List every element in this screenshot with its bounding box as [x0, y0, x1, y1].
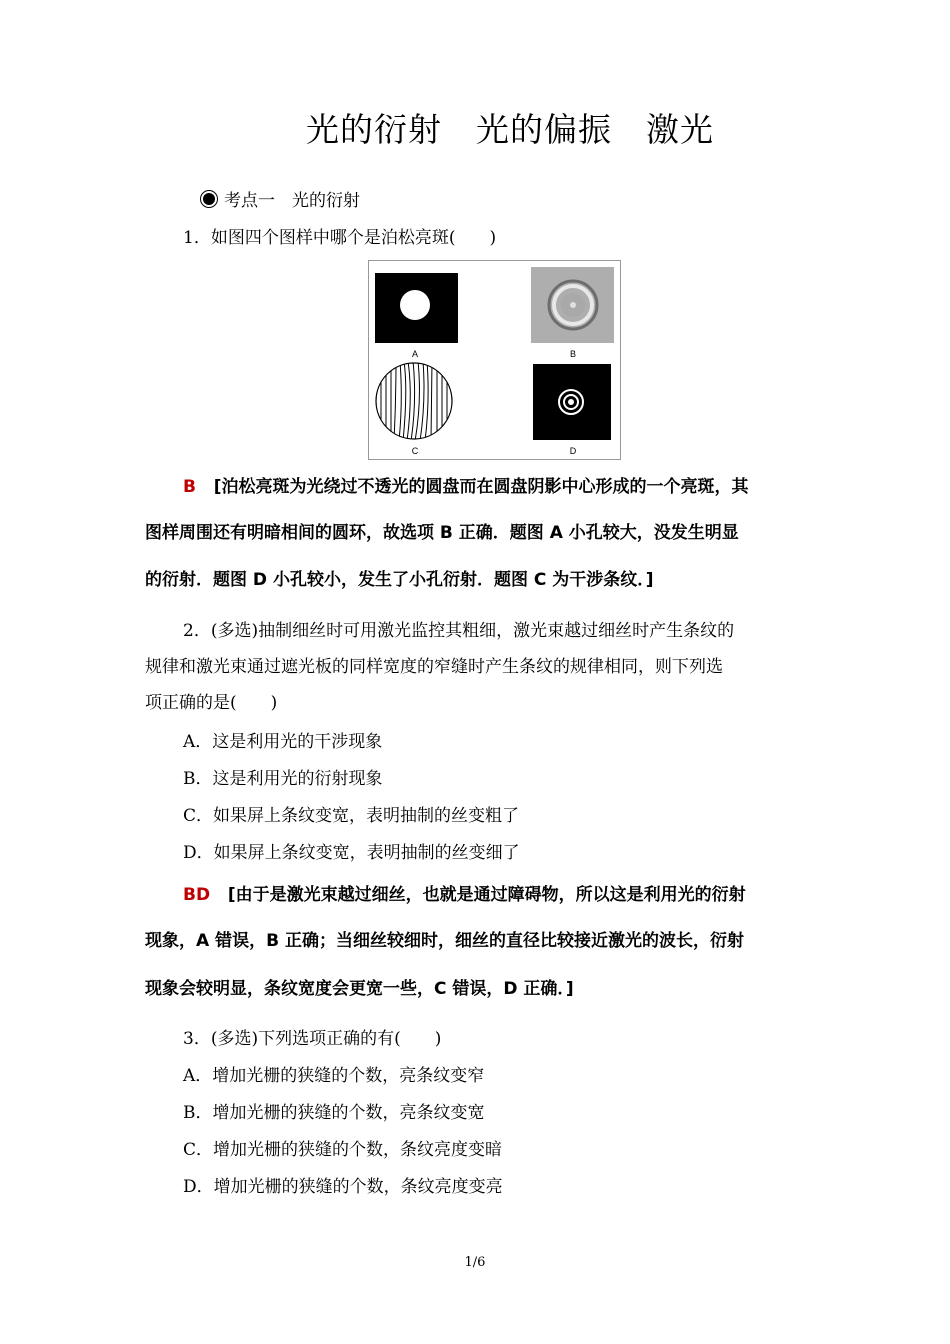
- pattern-a: [375, 273, 458, 343]
- answer-key: BD: [183, 885, 211, 905]
- question-2-stem-line-3: 项正确的是( ): [145, 693, 278, 713]
- label-c: C: [411, 446, 419, 456]
- question-2-option-a: A．这是利用光的干涉现象: [183, 732, 383, 752]
- pattern-d: [533, 364, 611, 440]
- question-1-answer-line-2: 图样周围还有明暗相间的圆环，故选项 B 正确．题图 A 小孔较大，没发生明显: [145, 523, 739, 543]
- question-3-option-a: A．增加光栅的狭缝的个数，亮条纹变窄: [183, 1066, 485, 1086]
- question-3-option-c: C．增加光栅的狭缝的个数，条纹亮度变暗: [183, 1140, 503, 1160]
- question-2-option-b: B．这是利用光的衍射现象: [183, 769, 383, 789]
- question-2-answer-line-1: BD [由于是激光束越过细丝，也就是通过障碍物，所以这是利用光的衍射: [183, 885, 746, 905]
- question-2-answer-line-2: 现象，A 错误，B 正确；当细丝较细时，细丝的直径比较接近激光的波长，衍射: [145, 931, 744, 951]
- question-2-answer-line-3: 现象会较明显，条纹宽度会更宽一些，C 错误，D 正确．]: [145, 979, 574, 999]
- label-b: B: [569, 349, 577, 359]
- question-3-option-d: D．增加光栅的狭缝的个数，条纹亮度变亮: [183, 1177, 503, 1197]
- section-heading: [200, 186, 360, 211]
- question-1-answer-line-1: B [泊松亮斑为光绕过不透光的圆盘而在圆盘阴影中心形成的一个亮斑，其: [183, 477, 749, 497]
- label-d: D: [569, 446, 577, 456]
- pattern-c: [376, 361, 452, 441]
- answer-key: B: [183, 477, 196, 497]
- question-2-option-d: D．如果屏上条纹变宽，表明抽制的丝变细了: [183, 843, 520, 863]
- label-a: A: [411, 349, 419, 359]
- question-1-figure: [368, 260, 621, 460]
- pattern-b: [531, 267, 614, 343]
- question-3-option-b: B．增加光栅的狭缝的个数，亮条纹变宽: [183, 1103, 485, 1123]
- section-bullet-icon: [200, 190, 218, 208]
- question-1-stem: 1．如图四个图样中哪个是泊松亮斑( ): [183, 228, 497, 248]
- question-2-stem-line-2: 规律和激光束通过遮光板的同样宽度的窄缝时产生条纹的规律相同，则下列选: [145, 657, 723, 677]
- page-title: 光的衍射 光的偏振 激光: [306, 110, 714, 149]
- section-label: 考点一 光的衍射: [224, 191, 360, 211]
- question-2-stem-line-1: 2．(多选)抽制细丝时可用激光监控其粗细，激光束越过细丝时产生条纹的: [183, 621, 735, 641]
- question-1-answer-line-3: 的衍射．题图 D 小孔较小，发生了小孔衍射．题图 C 为干涉条纹．]: [145, 570, 654, 590]
- question-2-option-c: C．如果屏上条纹变宽，表明抽制的丝变粗了: [183, 806, 520, 826]
- question-3-stem: 3．(多选)下列选项正确的有( ): [183, 1029, 442, 1049]
- diffraction-patterns-image: [369, 261, 620, 459]
- page-number: 1/6: [464, 1255, 486, 1270]
